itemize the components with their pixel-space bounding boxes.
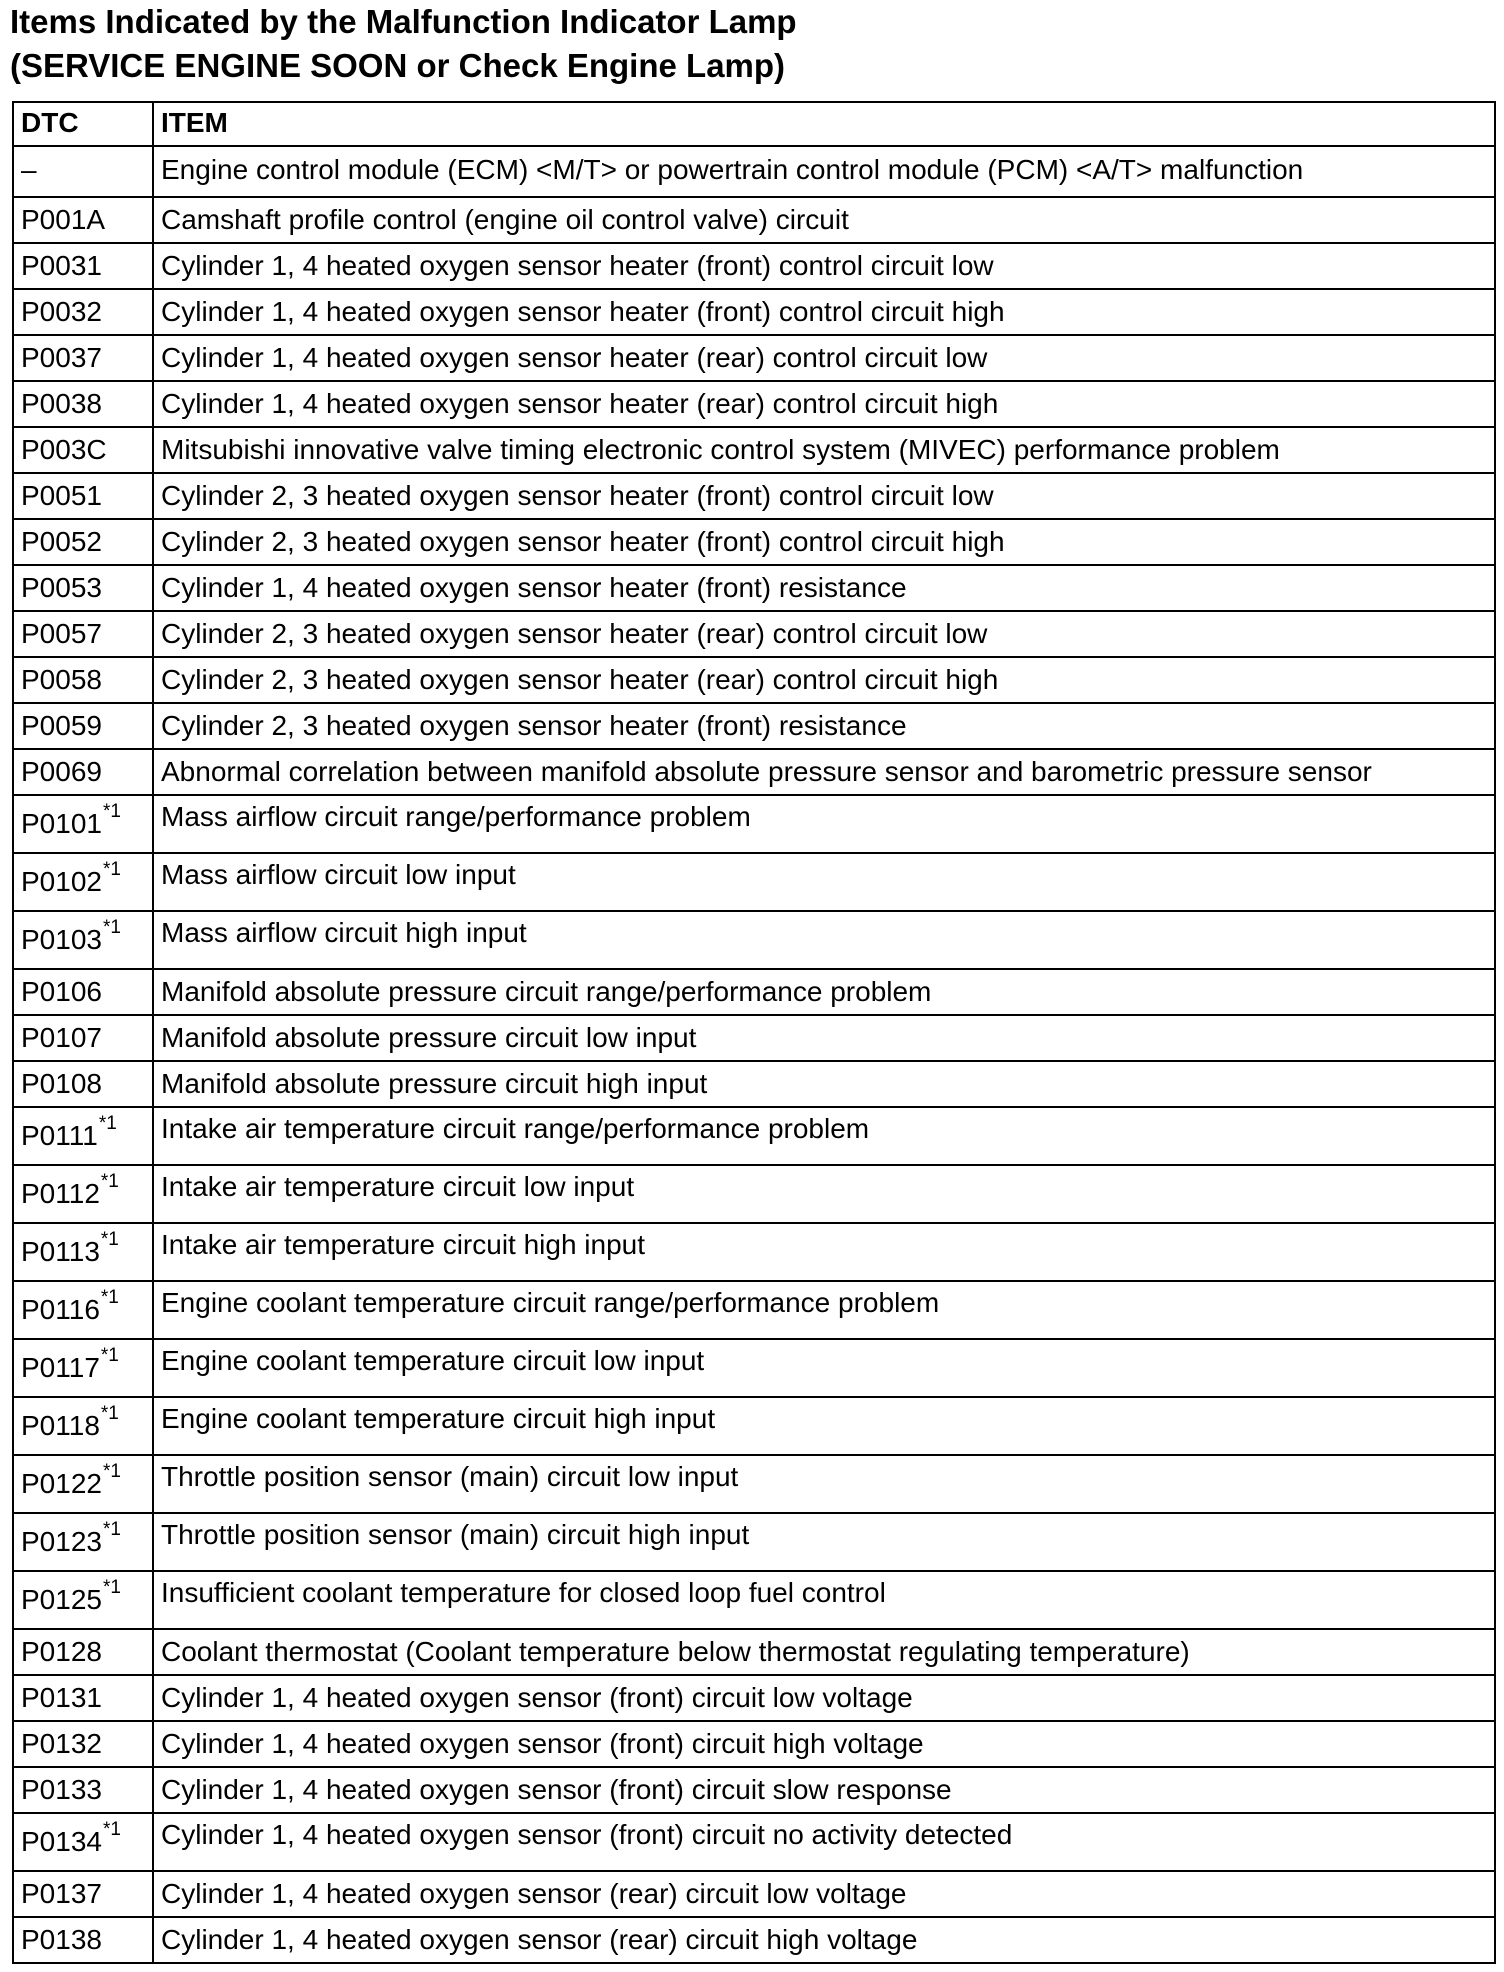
dtc-code: – [21,154,37,185]
dtc-code-cell [13,1015,153,1061]
dtc-code-cell [13,473,153,519]
table-row [13,335,1495,381]
dtc-item-description: Insufficient coolant temperature for closed loop fuel control [153,1571,1495,1629]
dtc-code-cell [13,1281,153,1339]
dtc-code-cell [13,1107,153,1165]
footnote-marker: *1 [102,1460,121,1482]
table-row [13,197,1495,243]
footnote-marker: *1 [102,800,121,822]
column-header-item: ITEM [153,102,1495,146]
dtc-code: P0125 [21,1584,102,1615]
dtc-code: P0052 [21,526,102,557]
dtc-item-description: Cylinder 1, 4 heated oxygen sensor heater (rear) control circuit low [153,335,1495,381]
dtc-code-cell [13,1223,153,1281]
table-row [13,1061,1495,1107]
dtc-code: P0117 [21,1352,100,1383]
dtc-item-description: Cylinder 2, 3 heated oxygen sensor heater (rear) control circuit low [153,611,1495,657]
dtc-code: P0107 [21,1022,102,1053]
dtc-code: P0112 [21,1178,100,1209]
dtc-item-description: Mitsubishi innovative valve timing electronic control system (MIVEC) performance problem [153,427,1495,473]
table-row [13,911,1495,969]
table-row [13,381,1495,427]
dtc-code: P001A [21,204,106,235]
dtc-table-header [13,102,1495,146]
dtc-table-body [13,146,1495,1963]
footnote-marker: *1 [100,1344,119,1366]
dtc-code: P0132 [21,1728,102,1759]
dtc-code: P0123 [21,1526,102,1557]
page-title [10,0,797,88]
table-row [13,1767,1495,1813]
dtc-item-description: Cylinder 1, 4 heated oxygen sensor (front) circuit no activity detected [153,1813,1495,1871]
dtc-code-cell [13,657,153,703]
dtc-code: P0118 [21,1410,100,1441]
dtc-item-description: Cylinder 1, 4 heated oxygen sensor heater (rear) control circuit high [153,381,1495,427]
dtc-code-cell [13,969,153,1015]
table-row [13,703,1495,749]
dtc-code: P0111 [21,1120,98,1151]
dtc-table [12,101,1496,1964]
footnote-marker: *1 [102,858,121,880]
footnote-marker: *1 [100,1286,119,1308]
table-row [13,1223,1495,1281]
dtc-code-cell [13,1813,153,1871]
dtc-item-description: Cylinder 1, 4 heated oxygen sensor heater (front) resistance [153,565,1495,611]
dtc-item-description: Cylinder 1, 4 heated oxygen sensor (front) circuit high voltage [153,1721,1495,1767]
dtc-code-cell [13,1629,153,1675]
table-row [13,853,1495,911]
dtc-code: P003C [21,434,107,465]
dtc-code: P0137 [21,1878,102,1909]
dtc-item-description: Cylinder 2, 3 heated oxygen sensor heater (rear) control circuit high [153,657,1495,703]
dtc-code: P0038 [21,388,102,419]
dtc-code: P0113 [21,1236,100,1267]
table-row [13,1397,1495,1455]
dtc-code-cell [13,197,153,243]
dtc-code-cell [13,853,153,911]
table-row [13,1629,1495,1675]
dtc-item-description: Engine coolant temperature circuit high input [153,1397,1495,1455]
dtc-code-cell [13,1339,153,1397]
table-row [13,1281,1495,1339]
table-row [13,146,1495,197]
table-row [13,1917,1495,1963]
table-row [13,289,1495,335]
dtc-code-cell [13,519,153,565]
dtc-code: P0059 [21,710,102,741]
dtc-code: P0102 [21,866,102,897]
dtc-item-description: Cylinder 1, 4 heated oxygen sensor (front) circuit slow response [153,1767,1495,1813]
footnote-marker: *1 [102,916,121,938]
dtc-code-cell [13,1397,153,1455]
dtc-item-description: Mass airflow circuit range/performance problem [153,795,1495,853]
table-row [13,611,1495,657]
dtc-item-description: Cylinder 1, 4 heated oxygen sensor (front) circuit low voltage [153,1675,1495,1721]
dtc-code-cell [13,1721,153,1767]
dtc-item-description: Manifold absolute pressure circuit low input [153,1015,1495,1061]
dtc-code: P0053 [21,572,102,603]
dtc-item-description: Mass airflow circuit low input [153,853,1495,911]
dtc-item-description: Cylinder 2, 3 heated oxygen sensor heater (front) control circuit high [153,519,1495,565]
dtc-code-cell [13,1513,153,1571]
dtc-item-description: Throttle position sensor (main) circuit low input [153,1455,1495,1513]
table-row [13,427,1495,473]
dtc-code: P0101 [21,808,102,839]
dtc-code-cell [13,289,153,335]
table-row [13,657,1495,703]
title-line-2: (SERVICE ENGINE SOON or Check Engine Lamp) [10,47,786,84]
dtc-code: P0134 [21,1826,102,1857]
dtc-item-description: Throttle position sensor (main) circuit high input [153,1513,1495,1571]
table-row [13,473,1495,519]
dtc-code-cell [13,611,153,657]
dtc-item-description: Coolant thermostat (Coolant temperature below thermostat regulating temperature) [153,1629,1495,1675]
dtc-code-cell [13,1061,153,1107]
footnote-marker: *1 [102,1818,121,1840]
dtc-item-description: Cylinder 1, 4 heated oxygen sensor (rear) circuit high voltage [153,1917,1495,1963]
dtc-item-description: Engine coolant temperature circuit low input [153,1339,1495,1397]
dtc-item-description: Intake air temperature circuit high input [153,1223,1495,1281]
dtc-code: P0057 [21,618,102,649]
dtc-code-cell [13,703,153,749]
table-row [13,1675,1495,1721]
table-row [13,519,1495,565]
dtc-code: P0031 [21,250,102,281]
dtc-code-cell [13,381,153,427]
dtc-item-description: Intake air temperature circuit low input [153,1165,1495,1223]
dtc-code: P0131 [21,1682,102,1713]
dtc-item-description: Cylinder 1, 4 heated oxygen sensor (rear) circuit low voltage [153,1871,1495,1917]
dtc-item-description: Cylinder 2, 3 heated oxygen sensor heater (front) resistance [153,703,1495,749]
dtc-code-cell [13,1675,153,1721]
footnote-marker: *1 [100,1402,119,1424]
table-row [13,1513,1495,1571]
table-row [13,565,1495,611]
dtc-code-cell [13,243,153,289]
dtc-code: P0032 [21,296,102,327]
dtc-item-description: Cylinder 1, 4 heated oxygen sensor heater (front) control circuit low [153,243,1495,289]
dtc-item-description: Cylinder 2, 3 heated oxygen sensor heater (front) control circuit low [153,473,1495,519]
dtc-code-cell [13,565,153,611]
dtc-code: P0106 [21,976,102,1007]
footnote-marker: *1 [102,1518,121,1540]
dtc-item-description: Cylinder 1, 4 heated oxygen sensor heater (front) control circuit high [153,289,1495,335]
dtc-code-cell [13,749,153,795]
dtc-item-description: Intake air temperature circuit range/performance problem [153,1107,1495,1165]
dtc-code: P0069 [21,756,102,787]
table-row [13,1015,1495,1061]
dtc-code: P0138 [21,1924,102,1955]
dtc-code-cell [13,1871,153,1917]
table-row [13,1721,1495,1767]
table-row [13,969,1495,1015]
dtc-code: P0108 [21,1068,102,1099]
dtc-item-description: Mass airflow circuit high input [153,911,1495,969]
dtc-item-description: Engine coolant temperature circuit range/performance problem [153,1281,1495,1339]
dtc-code-cell [13,427,153,473]
dtc-code: P0116 [21,1294,100,1325]
header-row [13,102,1495,146]
dtc-item-description: Abnormal correlation between manifold absolute pressure sensor and barometric pressure sensor [153,749,1495,795]
dtc-code: P0103 [21,924,102,955]
dtc-item-description: Camshaft profile control (engine oil control valve) circuit [153,197,1495,243]
table-row [13,1813,1495,1871]
table-row [13,1107,1495,1165]
dtc-code-cell [13,1571,153,1629]
dtc-code-cell [13,1165,153,1223]
dtc-code-cell [13,335,153,381]
dtc-item-description: Manifold absolute pressure circuit high input [153,1061,1495,1107]
dtc-code-cell [13,911,153,969]
dtc-code: P0051 [21,480,102,511]
table-row [13,1339,1495,1397]
dtc-code-cell [13,1917,153,1963]
dtc-code: P0058 [21,664,102,695]
dtc-code: P0037 [21,342,102,373]
table-row [13,1165,1495,1223]
footnote-marker: *1 [98,1112,117,1134]
title-line-1: Items Indicated by the Malfunction Indicator Lamp [10,3,797,40]
dtc-code: P0128 [21,1636,102,1667]
table-row [13,1871,1495,1917]
table-row [13,1455,1495,1513]
table-row [13,243,1495,289]
dtc-code-cell [13,1455,153,1513]
dtc-code: P0133 [21,1774,102,1805]
table-row [13,795,1495,853]
footnote-marker: *1 [102,1576,121,1598]
column-header-dtc: DTC [13,102,153,146]
dtc-code: P0122 [21,1468,102,1499]
footnote-marker: *1 [100,1228,119,1250]
dtc-code-cell [13,795,153,853]
dtc-code-cell [13,1767,153,1813]
table-row [13,1571,1495,1629]
table-row [13,749,1495,795]
footnote-marker: *1 [100,1170,119,1192]
dtc-item-description: Engine control module (ECM) <M/T> or powertrain control module (PCM) <A/T> malfunction [153,146,1495,197]
dtc-code-cell [13,146,153,197]
dtc-item-description: Manifold absolute pressure circuit range/performance problem [153,969,1495,1015]
